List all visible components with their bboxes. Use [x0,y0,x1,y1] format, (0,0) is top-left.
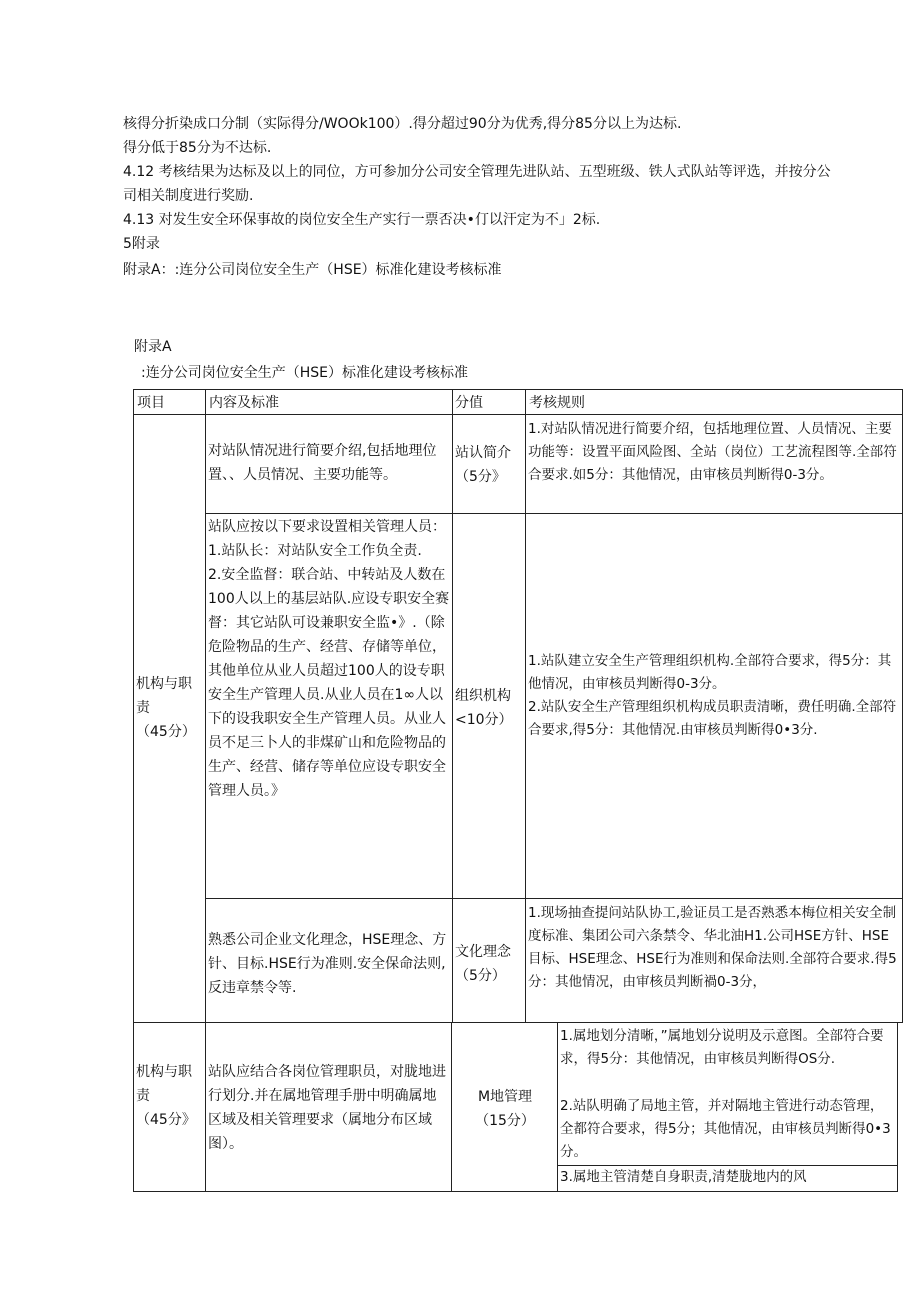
score-organization: 组织机构 <10分） [455,688,513,728]
item-category-2-name: 机构与职责 [136,1064,192,1104]
rule-station-intro: 1.对站队情况进行简要介绍，包括地理位置、人员情况、主要功能等：设置平面风险图、全站（岗位）工艺流程图等.全部符合要求.如5分：其他情况，由审核员判断得0-3分。 [528,421,897,483]
rule-organization: 1.站队建立安全生产管理组织机构.全部符合要求，得5分：其他情况，由审核员判断得0-3分。 2.站队安全生产管理组织机构成员职责清晰，费任明确.全部符合要求,得5分：其他情况.由审核员判断得0•3分. [528,653,897,738]
item-category-2-score: （45分》 [136,1112,196,1128]
header-score: 分值 [455,395,483,411]
rule-culture: 1.现场抽查提问站队协工,验证员工是否熟悉本梅位相关安全制度标准、集团公司六条禁令、华北油H1.公司HSE方针、HSE目标、HSE理念、HSE行为准则和保命法则.全部符合要求.得5分：其他情况，由审核员判断禍0-3分， [528,905,897,990]
score-culture: 文化理念 （5分） [455,944,511,984]
intro-line-5: 4.13 对发生安全环保事故的岗位安全生产实行一票否决•仃以汗定为不」2标. [123,212,601,228]
rule-territory-2: 2.站队明确了局地主管，并对隔地主管进行动态管理，全都符合要求，得5分；其他情况，由审核员判断得0•3分。 [560,1098,891,1160]
intro-line-7: 附录A：:连分公司岗位安全生产（HSE）标准化建设考核标准 [123,262,502,278]
intro-line-4: 司相关制度进行奖励. [123,188,254,204]
header-rule: 考核规则 [529,395,585,411]
item-category [136,672,202,744]
item-category-name: 机构与职责 [136,676,192,716]
intro-line-3: 4.12 考核结果为达标及以上的同位，方可参加分公司安全管理先进队站、五型班级、铁人式队站等评选，并按分公 [123,164,831,180]
rule-territory-3: 3.属地主管清楚自身职责,清楚胧地内的风 [560,1169,807,1185]
content-territory: 站队应结合各岗位管理职员，对胧地进行划分.并在属地管理手册中明确属地区域及相关管理要求（属地分布区域图）。 [208,1064,446,1152]
header-content: 内容及标准 [209,395,279,411]
intro-line-2: 得分低于85分为不达标. [123,140,272,156]
content-station-intro: 对站队情况进行简要介绍,包括地理位置、、人员情况、主要功能等。 [208,443,437,483]
intro-line-1: 核得分折染成口分制（实际得分/WOOk100）.得分超过90分为优秀,得分85分以上为达标. [123,116,682,132]
item-category-score: （45分） [136,724,196,740]
rule-territory-1: 1.属地划分清晰，”属地划分说明及示意图。全部符合要求，得5分：其他情况，由审核员判断得OS分. [560,1028,884,1067]
content-culture: 熟悉公司企业文化理念，HSE理念、方针、目标.HSE行为准则.安全保命法则,反违章禁令等. [208,932,447,996]
item-category-2 [136,1060,202,1132]
section-heading: 5附录 [123,236,160,252]
appendix-label: 附录A [134,339,172,355]
appendix-title: :连分公司岗位安全生产（HSE）标准化建设考核标准 [141,365,468,381]
score-station-intro: 站认简介 （5分》 [455,445,511,485]
header-item: 项目 [137,395,165,411]
score-territory: M地管理 （15分） [475,1089,535,1129]
content-organization: 站队应按以下要求设置相关管理人员： 1.站队长：对站队安全工作负全责. 2.安全监督：联合站、中转站及人数在100人以上的基层站队.应设专职安全赛督：其它站队可设兼职安全监•》.（除危险物品的生产、经营、存储等单位，其他单位从业人员超过100人的设专职安全生产管理人员.从业人员在1∞人以下的设我职安全生产管理人员。从业人员不足三卜人的非煤矿山和危险物品的生产、经营、储存等单位应设专职安全管理人员。》 [208,519,450,799]
